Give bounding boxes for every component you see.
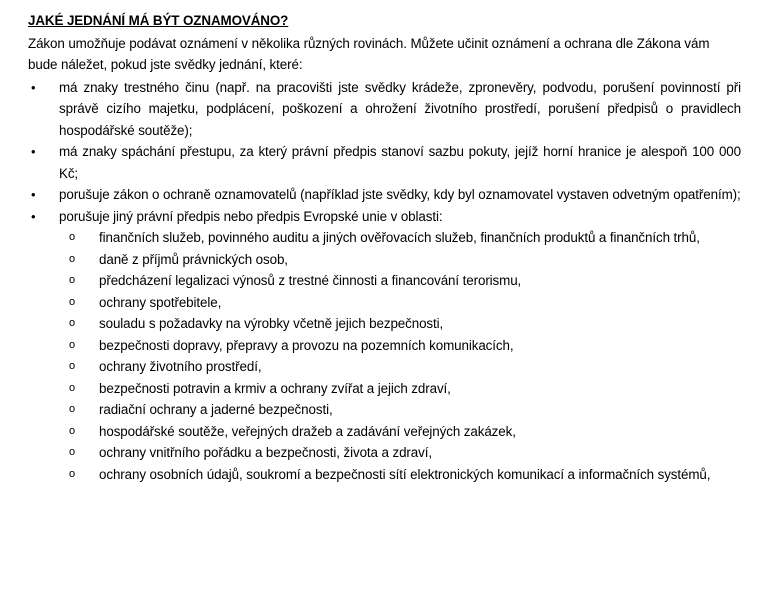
sub-item bbox=[59, 249, 741, 271]
sub-marker: o bbox=[69, 338, 76, 351]
sub-item-text: předcházení legalizaci výnosů z trestné činnosti a financování terorismu, bbox=[99, 273, 522, 288]
bullet-text: má znaky spáchání přestupu, za který právní předpis stanoví sazbu pokuty, jejíž horní hranice je alespoň 100 000 Kč; bbox=[59, 144, 741, 181]
sub-item-text: ochrany spotřebitele, bbox=[99, 294, 222, 310]
bullet-text: porušuje zákon o ochraně oznamovatelů (například jste svědky, kdy byl oznamovatel vystaven odvetným opatřením); bbox=[59, 187, 741, 202]
sub-item-text: daně z příjmů právnických osob, bbox=[99, 251, 288, 267]
sub-item bbox=[59, 313, 741, 335]
bullet-text: porušuje jiný právní předpis nebo předpis Evropské unie v oblasti: bbox=[59, 208, 443, 224]
section-heading: JAKÉ JEDNÁNÍ MÁ BÝT OZNAMOVÁNO? bbox=[28, 13, 289, 28]
sub-item bbox=[59, 335, 741, 357]
bullet-item bbox=[28, 184, 741, 206]
bullet-marker: • bbox=[31, 144, 36, 159]
sub-item-text: ochrany životního prostředí, bbox=[99, 359, 262, 374]
sub-marker: o bbox=[69, 424, 76, 437]
sub-marker: o bbox=[69, 360, 76, 372]
bullet-marker: • bbox=[31, 79, 36, 95]
sub-item-text: hospodářské soutěže, veřejných dražeb a zadávání veřejných zakázek, bbox=[99, 423, 516, 439]
sub-marker: o bbox=[69, 403, 76, 415]
sub-list bbox=[59, 227, 741, 485]
sub-item bbox=[59, 292, 741, 314]
bullet-text: má znaky trestného činu (např. na pracovišti jste svědky krádeže, zpronevěry, podvodu, porušení povinností při správě cizího majetku, podplácení, poškození a ohrožení životního prostředí, porušení předpisů o pravidlech hospodářské soutěže); bbox=[59, 79, 741, 138]
sub-item bbox=[59, 399, 741, 421]
bullet-marker: • bbox=[31, 187, 36, 202]
sub-marker: o bbox=[69, 274, 76, 286]
sub-item-text: bezpečnosti potravin a krmiv a ochrany zvířat a jejich zdraví, bbox=[99, 380, 451, 396]
sub-item bbox=[59, 270, 741, 292]
sub-item-text: radiační ochrany a jaderné bezpečnosti, bbox=[99, 402, 333, 417]
bullet-item bbox=[28, 206, 741, 486]
sub-item bbox=[59, 464, 741, 486]
bullet-marker: • bbox=[31, 208, 36, 224]
sub-marker: o bbox=[69, 446, 76, 458]
sub-item bbox=[59, 227, 741, 249]
sub-item bbox=[59, 356, 741, 378]
sub-marker: o bbox=[69, 231, 76, 243]
sub-marker: o bbox=[69, 295, 76, 308]
sub-item bbox=[59, 378, 741, 400]
sub-item-text: ochrany vnitřního pořádku a bezpečnosti, života a zdraví, bbox=[99, 445, 432, 460]
sub-item-text: ochrany osobních údajů, soukromí a bezpečnosti sítí elektronických komunikací a informačních systémů, bbox=[99, 466, 711, 482]
sub-item bbox=[59, 421, 741, 443]
bullet-item bbox=[28, 77, 741, 142]
bullet-list bbox=[28, 77, 741, 486]
sub-item-text: souladu s požadavky na výrobky včetně jejich bezpečnosti, bbox=[99, 316, 444, 331]
intro-paragraph: Zákon umožňuje podávat oznámení v několika různých rovinách. Můžete učinit oznámení a ochrana dle Zákona vám bude náležet, pokud jste svědky jednání, které: bbox=[28, 35, 710, 72]
sub-item-text: finančních služeb, povinného auditu a jiných ověřovacích služeb, finančních produktů a finančních trhů, bbox=[99, 230, 700, 245]
sub-marker: o bbox=[69, 252, 76, 265]
document-page bbox=[28, 10, 741, 485]
sub-marker: o bbox=[69, 317, 76, 329]
sub-item-text: bezpečnosti dopravy, přepravy a provozu na pozemních komunikacích, bbox=[99, 337, 514, 353]
sub-marker: o bbox=[69, 467, 76, 480]
sub-marker: o bbox=[69, 381, 76, 394]
bullet-item bbox=[28, 141, 741, 184]
sub-item bbox=[59, 442, 741, 464]
